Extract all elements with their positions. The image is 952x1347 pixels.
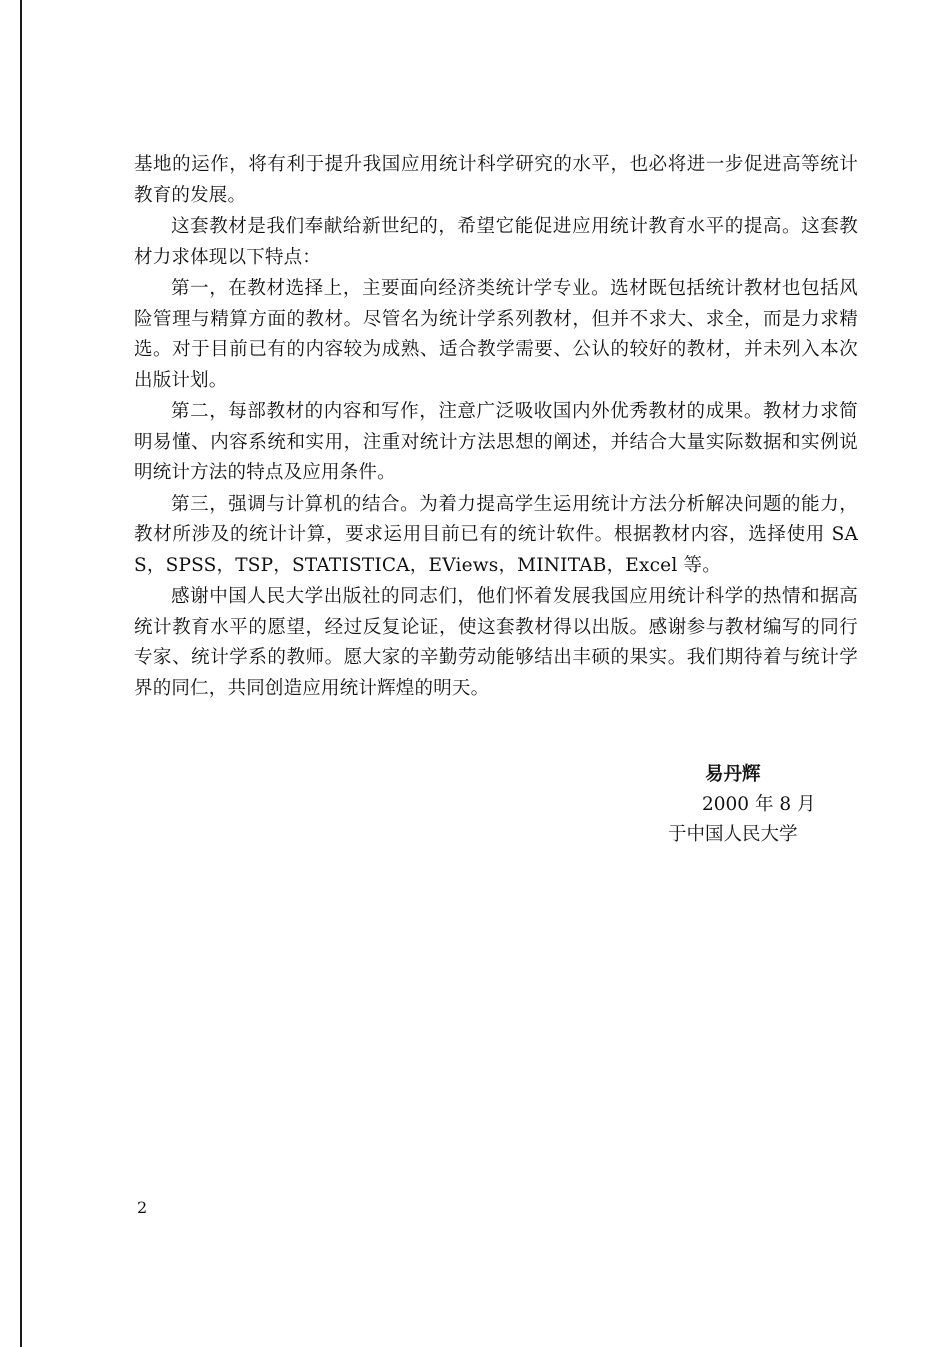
- paragraph-acknowledgement: 感谢中国人民大学出版社的同志们，他们怀着发展我国应用统计科学的热情和据高统计教育水平的愿望，经过反复论证，使这套教材得以出版。感谢参与教材编写的同行专家、统计学系的教师。愿大家的辛勤劳动能够结出丰硕的果实。我们期待着与统计学界的同仁，共同创造应用统计辉煌的明天。: [134, 586, 858, 699]
- paragraph-continuation: 基地的运作，将有利于提升我国应用统计科学研究的水平，也必将进一步促进高等统计教育的发展。: [134, 154, 858, 206]
- signature-date: 2000 年 8 月: [702, 794, 816, 815]
- signature-place: 于中国人民大学: [668, 824, 798, 845]
- author-name: 易丹辉: [705, 764, 761, 785]
- paragraph-feature-one: 第一，在教材选择上，主要面向经济类统计学专业。选材既包括统计教材也包括风险管理与精算方面的教材。尽管名为统计学系列教材，但并不求大、求全，而是力求精选。对于目前已有的内容较为成熟、适合教学需要、公认的较好的教材，并未列入本次出版计划。: [134, 278, 858, 391]
- paragraph-feature-two: 第二，每部教材的内容和写作，注意广泛吸收国内外优秀教材的成果。教材力求简明易懂、内容系统和实用，注重对统计方法思想的阐述，并结合大量实际数据和实例说明统计方法的特点及应用条件。: [134, 401, 858, 483]
- signature-block: [660, 760, 860, 850]
- document-body: [134, 150, 858, 705]
- paragraph-feature-three: 第三，强调与计算机的结合。为着力提高学生运用统计方法分析解决问题的能力，教材所涉及的统计计算，要求运用目前已有的统计软件。根据教材内容，选择使用 SAS，SPSS，TSP，STATISTICA，EViews，MINITAB，Excel 等。: [134, 493, 858, 576]
- page-edge-rule: [20, 0, 22, 1347]
- paragraph-purpose: 这套教材是我们奉献给新世纪的，希望它能促进应用统计教育水平的提高。这套教材力求体现以下特点：: [134, 216, 858, 268]
- page-number: 2: [137, 1198, 148, 1217]
